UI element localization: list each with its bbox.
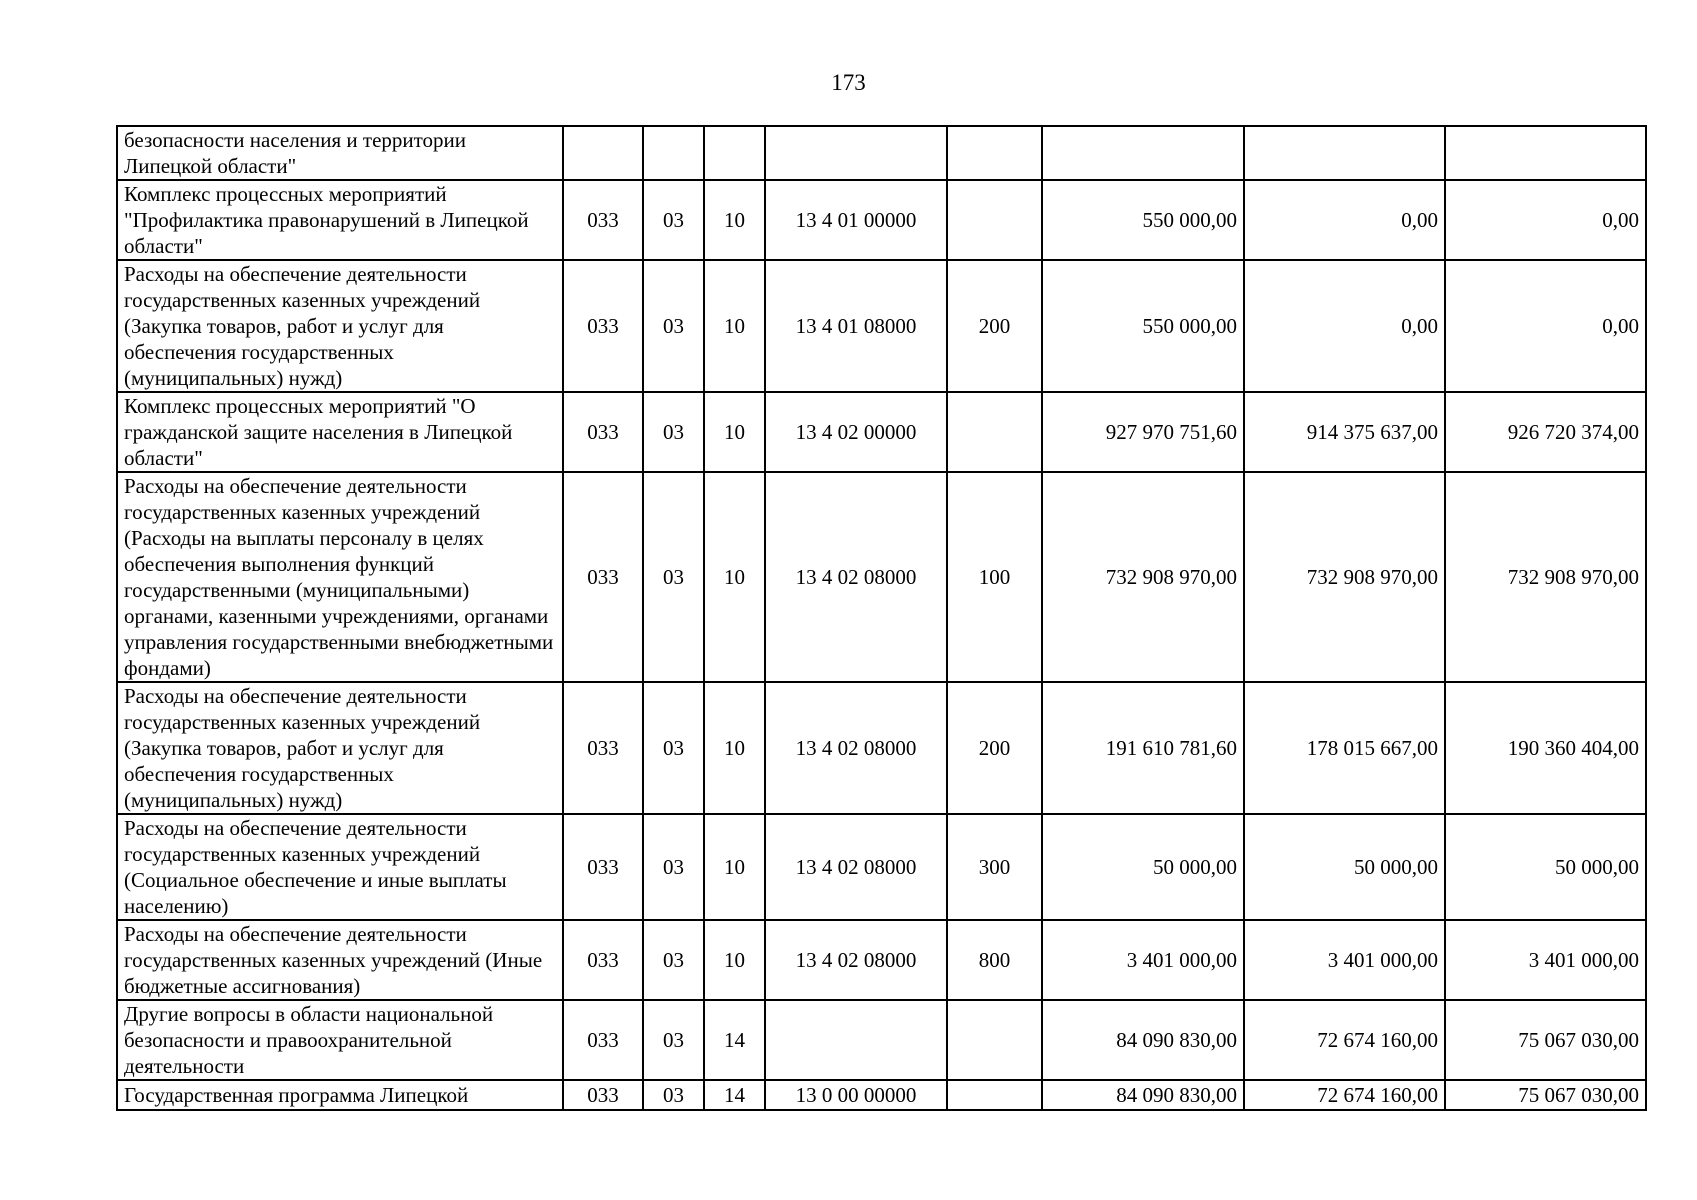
admin-code: 033 bbox=[563, 920, 643, 1000]
admin-code bbox=[563, 126, 643, 180]
table-row bbox=[117, 920, 1646, 1000]
table-row bbox=[117, 392, 1646, 472]
subsection-code: 10 bbox=[704, 260, 765, 392]
sum-year-2: 0,00 bbox=[1244, 180, 1445, 260]
admin-code: 033 bbox=[563, 1080, 643, 1110]
sum-year-3: 190 360 404,00 bbox=[1445, 682, 1646, 814]
subsection-code: 10 bbox=[704, 180, 765, 260]
sum-year-2: 72 674 160,00 bbox=[1244, 1080, 1445, 1110]
target-article: 13 4 01 08000 bbox=[765, 260, 947, 392]
sum-year-1: 84 090 830,00 bbox=[1042, 1080, 1244, 1110]
row-name: безопасности населения и территории Липецкой области" bbox=[117, 126, 563, 180]
target-article: 13 4 01 00000 bbox=[765, 180, 947, 260]
sum-year-3: 3 401 000,00 bbox=[1445, 920, 1646, 1000]
target-article: 13 4 02 08000 bbox=[765, 472, 947, 682]
table-row bbox=[117, 682, 1646, 814]
sum-year-1: 927 970 751,60 bbox=[1042, 392, 1244, 472]
subsection-code: 10 bbox=[704, 392, 765, 472]
expense-type: 200 bbox=[947, 260, 1042, 392]
table-row bbox=[117, 1000, 1646, 1080]
expense-type bbox=[947, 1000, 1042, 1080]
row-name: Расходы на обеспечение деятельности государственных казенных учреждений (Закупка товаров, работ и услуг для обеспечения государственных (муниципальных) нужд) bbox=[117, 260, 563, 392]
sum-year-2: 50 000,00 bbox=[1244, 814, 1445, 920]
sum-year-1: 550 000,00 bbox=[1042, 180, 1244, 260]
section-code: 03 bbox=[643, 472, 704, 682]
admin-code: 033 bbox=[563, 392, 643, 472]
sum-year-1: 550 000,00 bbox=[1042, 260, 1244, 392]
sum-year-1: 3 401 000,00 bbox=[1042, 920, 1244, 1000]
target-article bbox=[765, 126, 947, 180]
sum-year-2: 914 375 637,00 bbox=[1244, 392, 1445, 472]
section-code: 03 bbox=[643, 392, 704, 472]
section-code: 03 bbox=[643, 180, 704, 260]
table-row bbox=[117, 814, 1646, 920]
sum-year-2: 178 015 667,00 bbox=[1244, 682, 1445, 814]
expense-type bbox=[947, 126, 1042, 180]
section-code: 03 bbox=[643, 682, 704, 814]
table-row bbox=[117, 472, 1646, 682]
row-name: Расходы на обеспечение деятельности государственных казенных учреждений (Закупка товаров, работ и услуг для обеспечения государственных (муниципальных) нужд) bbox=[117, 682, 563, 814]
target-article bbox=[765, 1000, 947, 1080]
target-article: 13 4 02 08000 bbox=[765, 682, 947, 814]
sum-year-3: 75 067 030,00 bbox=[1445, 1000, 1646, 1080]
section-code: 03 bbox=[643, 1000, 704, 1080]
expense-type bbox=[947, 392, 1042, 472]
sum-year-1: 50 000,00 bbox=[1042, 814, 1244, 920]
row-name: Государственная программа Липецкой bbox=[117, 1080, 563, 1110]
subsection-code: 10 bbox=[704, 682, 765, 814]
budget-table bbox=[116, 125, 1647, 1111]
sum-year-2: 72 674 160,00 bbox=[1244, 1000, 1445, 1080]
section-code bbox=[643, 126, 704, 180]
expense-type bbox=[947, 180, 1042, 260]
target-article: 13 0 00 00000 bbox=[765, 1080, 947, 1110]
target-article: 13 4 02 08000 bbox=[765, 920, 947, 1000]
section-code: 03 bbox=[643, 814, 704, 920]
subsection-code bbox=[704, 126, 765, 180]
expense-type: 200 bbox=[947, 682, 1042, 814]
sum-year-3: 50 000,00 bbox=[1445, 814, 1646, 920]
admin-code: 033 bbox=[563, 472, 643, 682]
sum-year-3 bbox=[1445, 126, 1646, 180]
admin-code: 033 bbox=[563, 682, 643, 814]
expense-type: 800 bbox=[947, 920, 1042, 1000]
sum-year-2: 3 401 000,00 bbox=[1244, 920, 1445, 1000]
expense-type: 100 bbox=[947, 472, 1042, 682]
admin-code: 033 bbox=[563, 814, 643, 920]
table-row bbox=[117, 260, 1646, 392]
section-code: 03 bbox=[643, 920, 704, 1000]
subsection-code: 14 bbox=[704, 1080, 765, 1110]
sum-year-1: 84 090 830,00 bbox=[1042, 1000, 1244, 1080]
row-name: Другие вопросы в области национальной безопасности и правоохранительной деятельности bbox=[117, 1000, 563, 1080]
subsection-code: 10 bbox=[704, 472, 765, 682]
sum-year-2: 0,00 bbox=[1244, 260, 1445, 392]
subsection-code: 10 bbox=[704, 814, 765, 920]
row-name: Расходы на обеспечение деятельности государственных казенных учреждений (Расходы на выплаты персоналу в целях обеспечения выполнения функций государственными (муниципальными) органами, казенными учреждениями, органами управления государственными внебюджетными фондами) bbox=[117, 472, 563, 682]
target-article: 13 4 02 00000 bbox=[765, 392, 947, 472]
admin-code: 033 bbox=[563, 1000, 643, 1080]
sum-year-3: 0,00 bbox=[1445, 180, 1646, 260]
sum-year-1: 732 908 970,00 bbox=[1042, 472, 1244, 682]
sum-year-3: 732 908 970,00 bbox=[1445, 472, 1646, 682]
section-code: 03 bbox=[643, 1080, 704, 1110]
admin-code: 033 bbox=[563, 260, 643, 392]
sum-year-2 bbox=[1244, 126, 1445, 180]
expense-type bbox=[947, 1080, 1042, 1110]
subsection-code: 10 bbox=[704, 920, 765, 1000]
sum-year-3: 0,00 bbox=[1445, 260, 1646, 392]
sum-year-1: 191 610 781,60 bbox=[1042, 682, 1244, 814]
section-code: 03 bbox=[643, 260, 704, 392]
sum-year-3: 75 067 030,00 bbox=[1445, 1080, 1646, 1110]
row-name: Расходы на обеспечение деятельности государственных казенных учреждений (Социальное обеспечение и иные выплаты населению) bbox=[117, 814, 563, 920]
table-row bbox=[117, 180, 1646, 260]
page-number: 173 bbox=[831, 70, 866, 95]
target-article: 13 4 02 08000 bbox=[765, 814, 947, 920]
row-name: Расходы на обеспечение деятельности государственных казенных учреждений (Иные бюджетные ассигнования) bbox=[117, 920, 563, 1000]
subsection-code: 14 bbox=[704, 1000, 765, 1080]
sum-year-3: 926 720 374,00 bbox=[1445, 392, 1646, 472]
row-name: Комплекс процессных мероприятий "О гражданской защите населения в Липецкой области" bbox=[117, 392, 563, 472]
expense-type: 300 bbox=[947, 814, 1042, 920]
table-row bbox=[117, 126, 1646, 180]
sum-year-2: 732 908 970,00 bbox=[1244, 472, 1445, 682]
admin-code: 033 bbox=[563, 180, 643, 260]
table-row bbox=[117, 1080, 1646, 1110]
sum-year-1 bbox=[1042, 126, 1244, 180]
row-name: Комплекс процессных мероприятий "Профилактика правонарушений в Липецкой области" bbox=[117, 180, 563, 260]
